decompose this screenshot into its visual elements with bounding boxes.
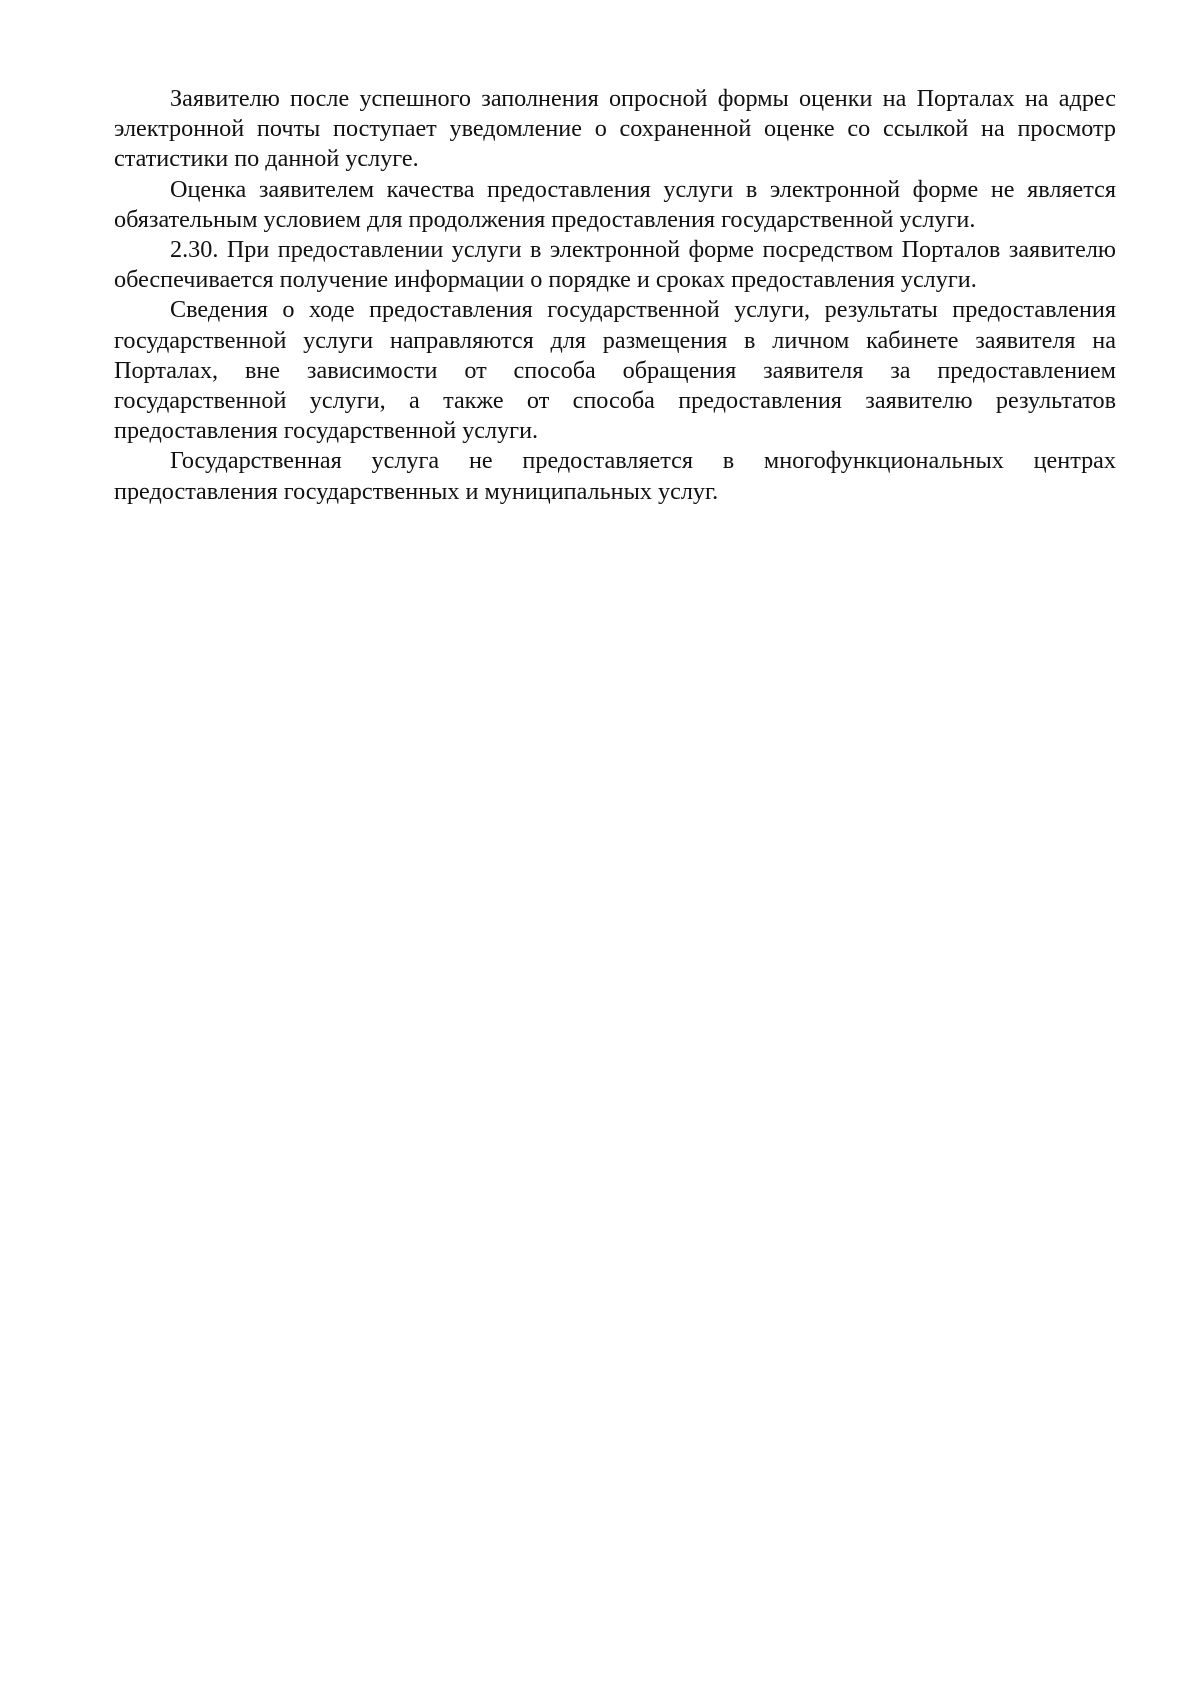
- paragraph-progress-information: Сведения о ходе предоставления государственной услуги, результаты предоставления государственной услуги направляются для размещения в личном кабинете заявителя на Порталах, вне зависимости от способа обращения заявителя за предоставлением государственной услуги, а также от способа предоставления заявителю результатов предоставления государственной услуги.: [114, 296, 1116, 445]
- paragraph-evaluation-optional: Оценка заявителем качества предоставления услуги в электронной форме не является обязательным условием для продолжения предоставления государственной услуги.: [114, 175, 1116, 233]
- paragraph-evaluation-notification: Заявителю после успешного заполнения опросной формы оценки на Порталах на адрес электронной почты поступает уведомление о сохраненной оценке со ссылкой на просмотр статистики по данной услуге.: [114, 85, 1116, 173]
- document-body: [114, 84, 1116, 507]
- paragraph-section-2-30: 2.30. При предоставлении услуги в электронной форме посредством Порталов заявителю обеспечивается получение информации о порядке и сроках предоставления услуги.: [114, 236, 1116, 294]
- paragraph-multifunctional-centers: Государственная услуга не предоставляется в многофункциональных центрах предоставления государственных и муниципальных услуг.: [114, 447, 1116, 505]
